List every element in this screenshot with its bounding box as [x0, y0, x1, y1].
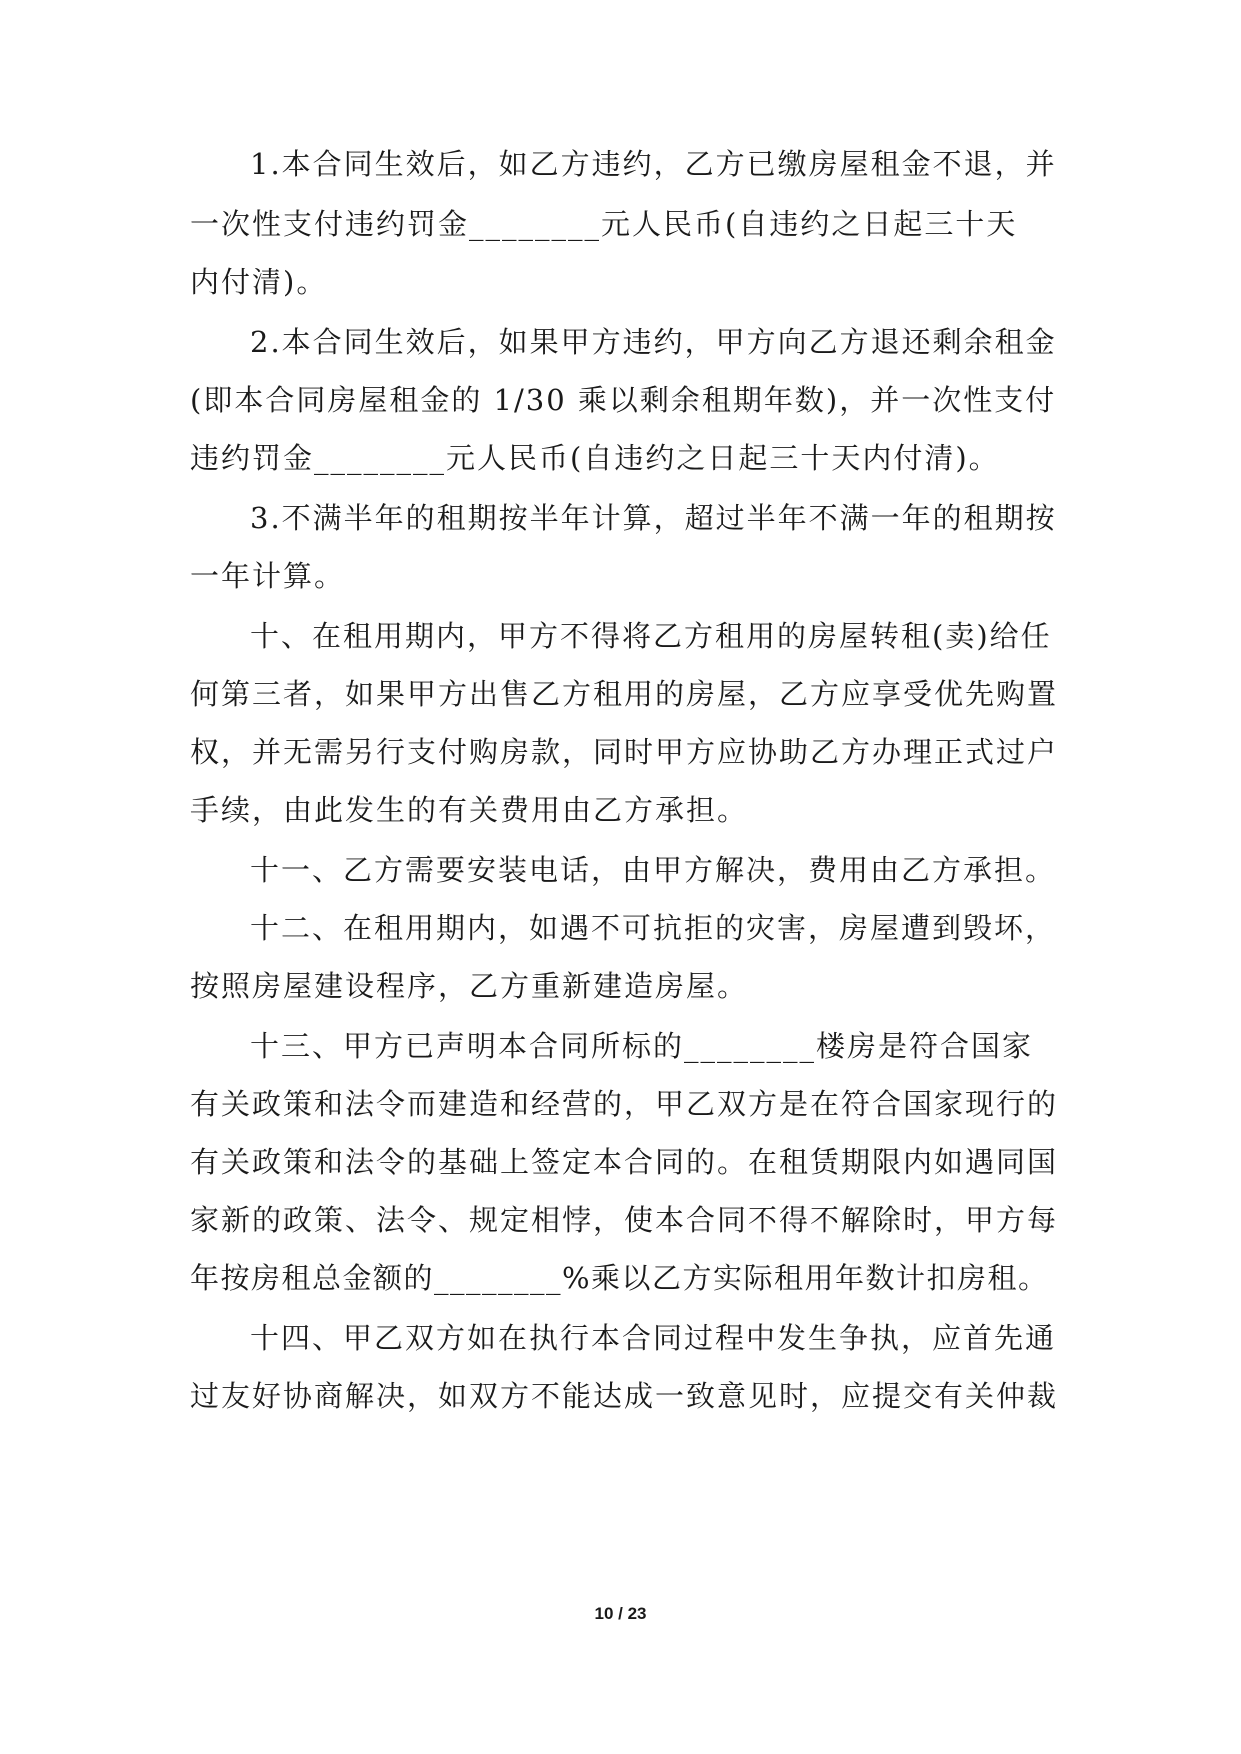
text-line: 一年计算。 — [190, 559, 346, 593]
text-line: 3.不满半年的租期按半年计算，超过半年不满一年的租期按 — [250, 501, 1057, 535]
text-line: 过友好协商解决，如双方不能达成一致意见时，应提交有关仲裁 — [190, 1379, 1059, 1413]
text-line: 1.本合同生效后，如乙方违约，乙方已缴房屋租金不退，并 — [250, 147, 1057, 181]
text-line: 违约罚金________元人民币(自违约之日起三十天内付清)。 — [190, 441, 1000, 475]
text-line: 家新的政策、法令、规定相悖，使本合同不得不解除时，甲方每 — [190, 1203, 1059, 1237]
text-line: 有关政策和法令的基础上签定本合同的。在租赁期限内如遇同国 — [190, 1145, 1059, 1179]
text-line: 十一、乙方需要安装电话，由甲方解决，费用由乙方承担。 — [250, 853, 1057, 887]
text-line: 内付清)。 — [190, 265, 328, 299]
page-number: 10 / 23 — [594, 1604, 647, 1623]
text-line: 一次性支付违约罚金________元人民币(自违约之日起三十天 — [190, 207, 1018, 241]
text-line: 十二、在租用期内，如遇不可抗拒的灾害，房屋遭到毁坏， — [250, 911, 1057, 945]
text-line: 年按房租总金额的________%乘以乙方实际租用年数计扣房租。 — [190, 1261, 1049, 1295]
text-line: 何第三者，如果甲方出售乙方租用的房屋，乙方应享受优先购置 — [190, 677, 1059, 711]
text-line: 有关政策和法令而建造和经营的，甲乙双方是在符合国家现行的 — [190, 1087, 1059, 1121]
text-line: (即本合同房屋租金的 1/30 乘以剩余租期年数)，并一次性支付 — [190, 383, 1057, 417]
text-line: 2.本合同生效后，如果甲方违约，甲方向乙方退还剩余租金 — [250, 325, 1057, 359]
text-line: 手续，由此发生的有关费用由乙方承担。 — [190, 793, 749, 827]
text-line: 十、在租用期内，甲方不得将乙方租用的房屋转租(卖)给任 — [250, 619, 1052, 653]
text-line: 权，并无需另行支付购房款，同时甲方应协助乙方办理正式过户 — [190, 735, 1059, 769]
text-line: 按照房屋建设程序，乙方重新建造房屋。 — [190, 969, 749, 1003]
text-line: 十三、甲方已声明本合同所标的________楼房是符合国家 — [250, 1029, 1034, 1063]
text-line: 十四、甲乙双方如在执行本合同过程中发生争执，应首先通 — [250, 1321, 1057, 1355]
